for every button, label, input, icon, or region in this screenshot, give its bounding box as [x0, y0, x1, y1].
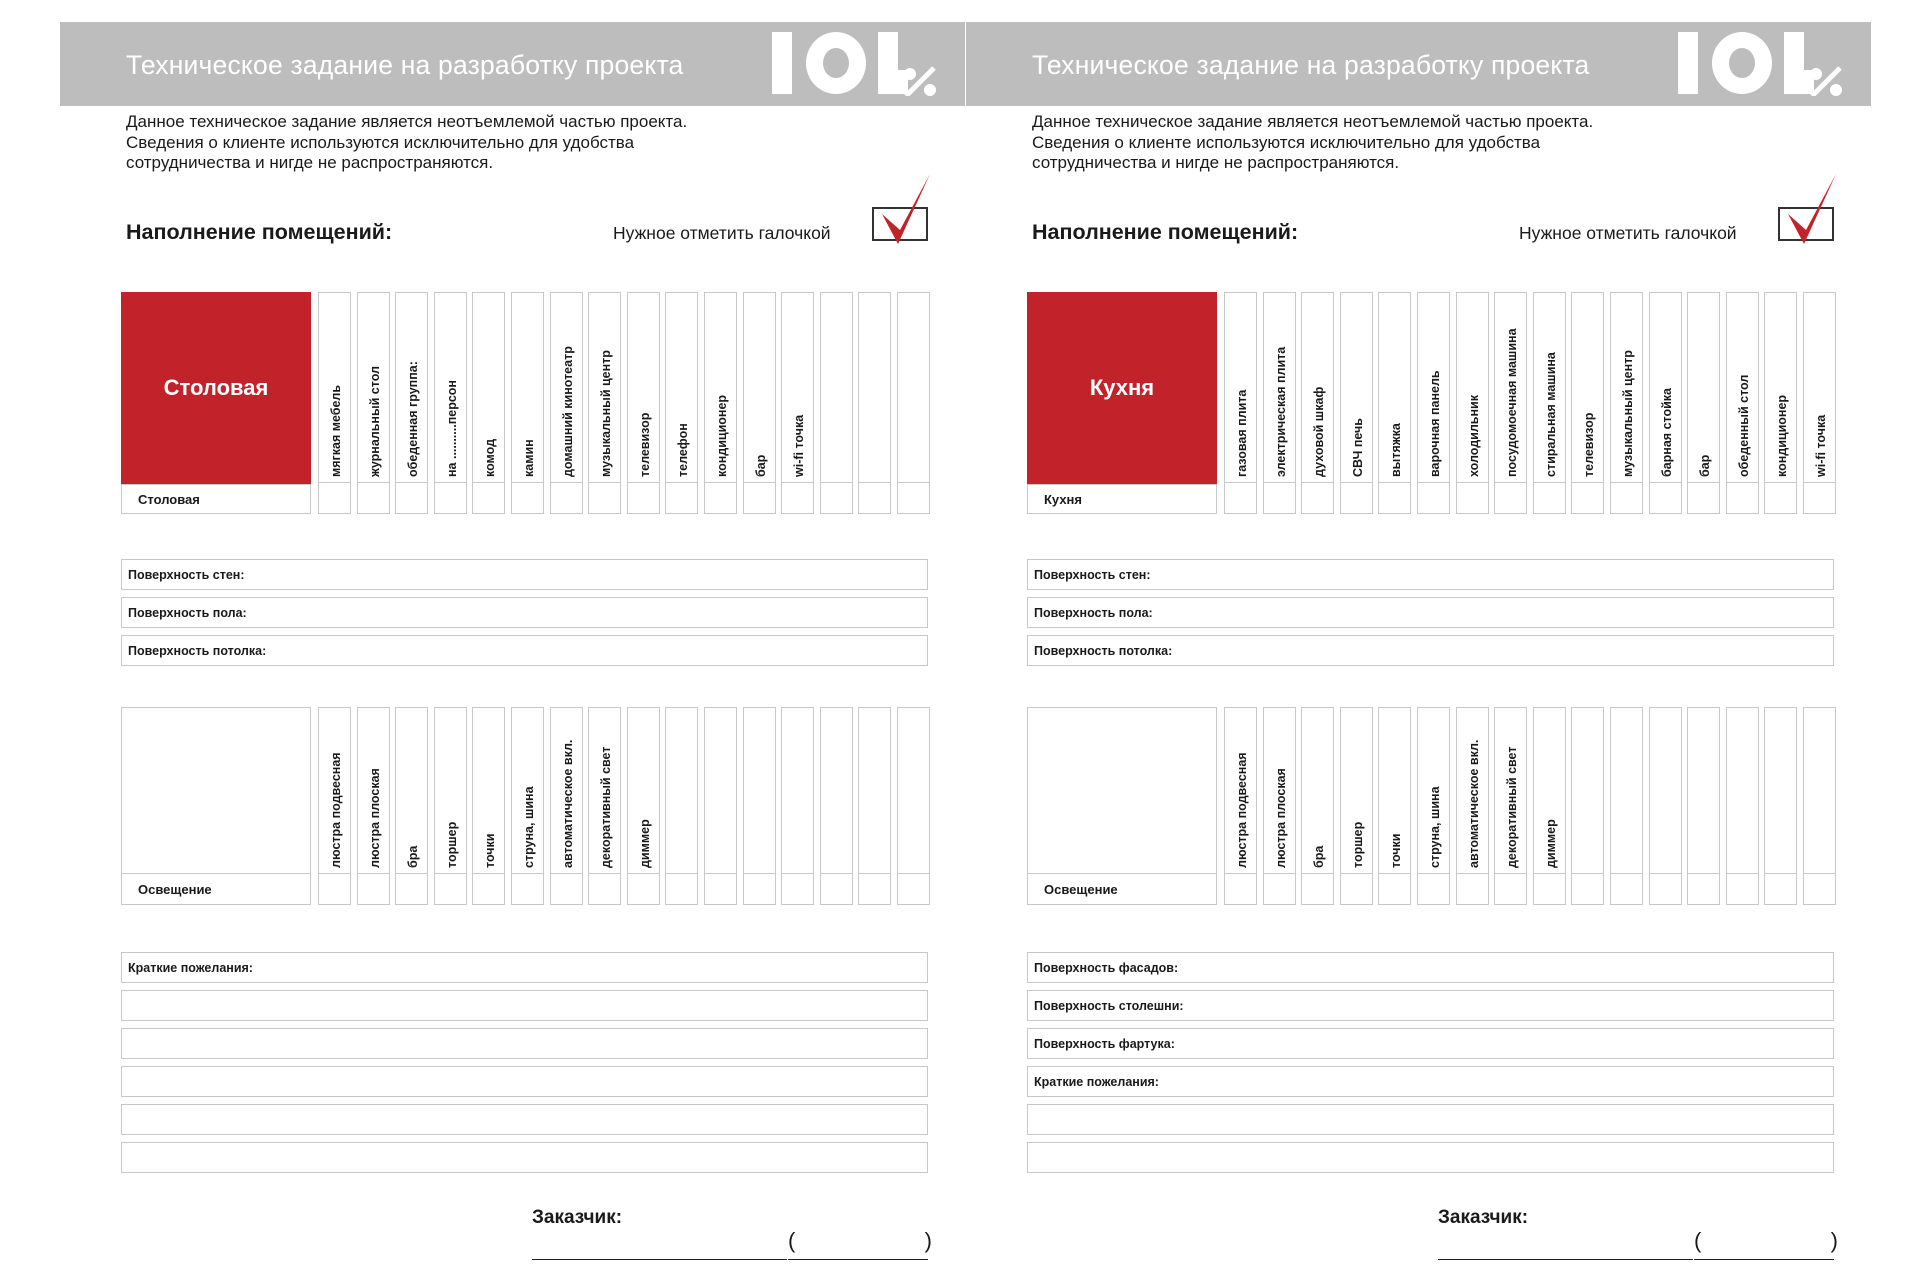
item-checkbox[interactable] [1611, 482, 1642, 513]
item-label: журнальный стол [367, 366, 382, 477]
item-checkbox[interactable] [898, 482, 929, 513]
lighting-item-label: декоративный свет [599, 746, 614, 868]
item-checkbox[interactable] [705, 482, 736, 513]
lighting-table [121, 707, 928, 905]
item-column [434, 292, 467, 514]
item-column [743, 292, 776, 514]
lighting-checkbox[interactable] [1418, 873, 1449, 904]
lighting-item-label [1769, 712, 1795, 868]
item-label: варочная панель [1428, 370, 1442, 477]
lighting-column [897, 707, 930, 905]
signature-name-field[interactable] [788, 1225, 932, 1260]
logo-101-percent [770, 30, 940, 96]
lighting-column [665, 707, 698, 905]
lighting-column [1533, 707, 1566, 905]
text-field[interactable] [121, 1104, 928, 1135]
item-column [704, 292, 737, 514]
item-label: кондиционер [715, 394, 729, 477]
intro-line: сотрудничества и нигде не распространяются. [126, 153, 494, 172]
item-label: бар [1698, 454, 1713, 477]
intro-line: Данное техническое задание является неотъемлемой частью проекта. [126, 112, 688, 131]
item-column [1263, 292, 1296, 514]
lighting-item-label: торшер [1350, 821, 1365, 868]
signature-name-field[interactable] [1694, 1225, 1838, 1260]
lighting-checkbox[interactable] [821, 873, 852, 904]
surface-field-label: Поверхность стен: [1034, 568, 1151, 582]
item-column [665, 292, 698, 514]
lighting-column [434, 707, 467, 905]
item-label: музыкальный центр [1621, 350, 1635, 477]
lighting-label: Освещение [138, 882, 212, 897]
lighting-column [1378, 707, 1411, 905]
item-column [1687, 292, 1720, 514]
item-label [902, 297, 928, 477]
lighting-column [1456, 707, 1489, 905]
text-field[interactable] [1027, 1104, 1834, 1135]
lighting-column [820, 707, 853, 905]
item-column [627, 292, 660, 514]
item-column [1301, 292, 1334, 514]
lighting-checkbox[interactable] [1302, 873, 1333, 904]
lighting-column [1301, 707, 1334, 905]
lighting-checkbox[interactable] [1572, 873, 1603, 904]
item-checkbox[interactable] [1572, 482, 1603, 513]
lighting-item-label [825, 712, 851, 868]
room-name: Кухня [1089, 375, 1155, 400]
lighting-column [1494, 707, 1527, 905]
item-column [1649, 292, 1682, 514]
item-label: холодильник [1466, 395, 1481, 477]
lighting-item-label: люстра плоская [367, 768, 382, 868]
text-field-label: Поверхность фасадов: [1034, 961, 1179, 975]
lighting-column [1649, 707, 1682, 905]
lighting-item-label: люстра подвесная [1235, 752, 1249, 868]
lighting-item-label: бра [406, 845, 421, 868]
lighting-table [1027, 707, 1834, 905]
item-column [858, 292, 891, 514]
item-checkbox[interactable] [1534, 482, 1565, 513]
item-column [1417, 292, 1450, 514]
text-field-label: Краткие пожелания: [1034, 1075, 1159, 1089]
lighting-item-label: люстра подвесная [329, 752, 343, 868]
lighting-checkbox[interactable] [744, 873, 775, 904]
item-checkbox[interactable] [1418, 482, 1449, 513]
lighting-checkbox[interactable] [666, 873, 697, 904]
lighting-checkbox[interactable] [1611, 873, 1642, 904]
lighting-column [1764, 707, 1797, 905]
lighting-checkbox[interactable] [705, 873, 736, 904]
item-column [1340, 292, 1373, 514]
item-label: стиральная машина [1543, 352, 1558, 477]
lighting-column [1263, 707, 1296, 905]
close-paren: ) [1830, 1228, 1838, 1253]
room-label: Кухня [1044, 492, 1082, 507]
lighting-item-label: струна, шина [1428, 786, 1442, 868]
lighting-item-label [902, 712, 928, 868]
lighting-item-label: диммер [1543, 819, 1558, 868]
item-label: телевизор [1582, 412, 1597, 477]
room-name: Столовая [163, 375, 269, 400]
item-label: домашний кинотеатр [560, 346, 575, 477]
header-title: Техническое задание на разработку проекта [1032, 50, 1590, 80]
room-label-cell [1027, 484, 1217, 514]
surface-field[interactable] [1027, 635, 1834, 666]
text-field[interactable] [1027, 952, 1834, 983]
item-column [357, 292, 390, 514]
lighting-checkbox[interactable] [473, 873, 504, 904]
lighting-column [1803, 707, 1836, 905]
item-checkbox[interactable] [1302, 482, 1333, 513]
text-field[interactable] [121, 1028, 928, 1059]
item-label: посудомоечная машина [1505, 328, 1520, 477]
item-checkbox[interactable] [396, 482, 427, 513]
lighting-column [704, 707, 737, 905]
open-paren: ( [1694, 1228, 1702, 1253]
lighting-column [743, 707, 776, 905]
item-checkbox[interactable] [1495, 482, 1526, 513]
lighting-column [395, 707, 428, 905]
lighting-checkbox[interactable] [1688, 873, 1719, 904]
item-label: СВЧ печь [1350, 418, 1365, 477]
intro-line: Сведения о клиенте используются исключительно для удобства [126, 132, 635, 152]
form-page-dining [60, 22, 965, 1272]
lighting-checkbox[interactable] [1534, 873, 1565, 904]
lighting-checkbox[interactable] [1804, 873, 1835, 904]
room-label: Столовая [138, 492, 200, 507]
lighting-item-label [1692, 712, 1718, 868]
open-paren: ( [788, 1228, 796, 1253]
item-label: обеденная группа: [406, 361, 421, 477]
item-column [1533, 292, 1566, 514]
item-column [1378, 292, 1411, 514]
lighting-checkbox[interactable] [319, 873, 350, 904]
lighting-column [1687, 707, 1720, 905]
item-checkbox[interactable] [1225, 482, 1256, 513]
item-label: wi-fi точка [1814, 414, 1828, 477]
lighting-label-cell [121, 707, 311, 905]
item-checkbox[interactable] [744, 482, 775, 513]
lighting-item-label [1576, 712, 1602, 868]
surface-field-label: Поверхность пола: [1034, 606, 1153, 620]
text-field[interactable] [1027, 990, 1834, 1021]
lighting-column [858, 707, 891, 905]
page-header [60, 22, 965, 106]
item-label [825, 297, 851, 477]
lighting-checkbox[interactable] [898, 873, 929, 904]
lighting-checkbox[interactable] [782, 873, 813, 904]
lighting-item-label [1808, 712, 1834, 868]
lighting-item-label: точки [483, 833, 498, 868]
lighting-checkbox[interactable] [1727, 873, 1758, 904]
item-checkbox[interactable] [859, 482, 890, 513]
lighting-item-label [1731, 712, 1757, 868]
item-label: камин [522, 439, 536, 477]
text-field[interactable] [121, 1066, 928, 1097]
item-checkbox[interactable] [1341, 482, 1372, 513]
close-paren: ) [924, 1228, 932, 1253]
lighting-checkbox[interactable] [551, 873, 582, 904]
item-label: мягкая мебель [329, 384, 343, 477]
item-label: комод [483, 438, 498, 477]
lighting-checkbox[interactable] [1264, 873, 1295, 904]
item-column [1571, 292, 1604, 514]
item-checkbox[interactable] [1727, 482, 1758, 513]
item-checkbox[interactable] [782, 482, 813, 513]
item-column [781, 292, 814, 514]
item-column [1456, 292, 1489, 514]
item-label: на ..........персон [444, 380, 459, 477]
room-label-cell [121, 484, 311, 514]
surface-field[interactable] [121, 635, 928, 666]
item-checkbox[interactable] [1379, 482, 1410, 513]
item-column [588, 292, 621, 514]
lighting-column [318, 707, 351, 905]
item-label: электрическая плита [1273, 346, 1288, 477]
lighting-column [627, 707, 660, 905]
lighting-column [1610, 707, 1643, 905]
surface-field-label: Поверхность пола: [128, 606, 247, 620]
lighting-column [781, 707, 814, 905]
lighting-item-label [786, 712, 812, 868]
header-title: Техническое задание на разработку проекта [126, 50, 684, 80]
item-column [472, 292, 505, 514]
lighting-checkbox[interactable] [628, 873, 659, 904]
lighting-checkbox[interactable] [1457, 873, 1488, 904]
lighting-label-row [1028, 873, 1216, 904]
item-label [863, 297, 889, 477]
surface-field-label: Поверхность потолка: [1034, 644, 1173, 658]
item-label: бар [753, 454, 768, 477]
item-label: wi-fi точка [792, 414, 807, 477]
item-checkbox[interactable] [551, 482, 582, 513]
item-checkbox[interactable] [628, 482, 659, 513]
surface-field[interactable] [121, 597, 928, 628]
text-field[interactable] [1027, 1066, 1834, 1097]
lighting-item-label: диммер [637, 819, 652, 868]
lighting-column [588, 707, 621, 905]
red-checkmark-icon [1782, 172, 1838, 252]
surface-field[interactable] [1027, 597, 1834, 628]
item-checkbox[interactable] [1765, 482, 1796, 513]
lighting-item-label [709, 712, 735, 868]
lighting-column [357, 707, 390, 905]
tick-note: Нужное отметить галочкой [613, 223, 831, 243]
lighting-column [550, 707, 583, 905]
intro-line: сотрудничества и нигде не распространяются. [1032, 153, 1400, 172]
signature-line[interactable] [1438, 1237, 1693, 1260]
lighting-item-label: люстра плоская [1273, 768, 1288, 868]
item-checkbox[interactable] [821, 482, 852, 513]
surface-field-label: Поверхность стен: [128, 568, 245, 582]
item-checkbox[interactable] [512, 482, 543, 513]
room-furnishing-table [1027, 292, 1834, 514]
lighting-item-label [863, 712, 889, 868]
item-checkbox[interactable] [666, 482, 697, 513]
lighting-checkbox[interactable] [1225, 873, 1256, 904]
item-checkbox[interactable] [1804, 482, 1835, 513]
lighting-item-label [1615, 712, 1641, 868]
lighting-checkbox[interactable] [1379, 873, 1410, 904]
room-furnishing-table [121, 292, 928, 514]
item-label: кондиционер [1775, 394, 1790, 477]
lighting-label-cell [1027, 707, 1217, 905]
lighting-checkbox[interactable] [1765, 873, 1796, 904]
lighting-checkbox[interactable] [859, 873, 890, 904]
lighting-column [1571, 707, 1604, 905]
item-column [1726, 292, 1759, 514]
lighting-checkbox[interactable] [1341, 873, 1372, 904]
lighting-item-label [1654, 712, 1680, 868]
item-checkbox[interactable] [1264, 482, 1295, 513]
lighting-checkbox[interactable] [589, 873, 620, 904]
lighting-checkbox[interactable] [1495, 873, 1526, 904]
section-title: Наполнение помещений: [1032, 220, 1299, 244]
item-column [318, 292, 351, 514]
item-checkbox[interactable] [1457, 482, 1488, 513]
lighting-column [1340, 707, 1373, 905]
item-checkbox[interactable] [358, 482, 389, 513]
lighting-item-label: бра [1312, 845, 1327, 868]
surface-field[interactable] [1027, 559, 1834, 590]
logo-101-percent [1676, 30, 1846, 96]
lighting-checkbox[interactable] [435, 873, 466, 904]
form-page-kitchen [966, 22, 1871, 1272]
item-checkbox[interactable] [473, 482, 504, 513]
surface-field[interactable] [121, 559, 928, 590]
item-checkbox[interactable] [319, 482, 350, 513]
intro-line: Сведения о клиенте используются исключительно для удобства [1032, 132, 1541, 152]
text-field[interactable] [1027, 1028, 1834, 1059]
item-checkbox[interactable] [1650, 482, 1681, 513]
lighting-column [511, 707, 544, 905]
lighting-checkbox[interactable] [358, 873, 389, 904]
lighting-checkbox[interactable] [396, 873, 427, 904]
lighting-item-label [748, 712, 774, 868]
lighting-item-label: торшер [444, 821, 459, 868]
lighting-item-label [670, 712, 696, 868]
item-label: телевизор [637, 412, 652, 477]
item-column [550, 292, 583, 514]
intro-text [126, 112, 687, 174]
item-column [1224, 292, 1257, 514]
lighting-column [1417, 707, 1450, 905]
section-title: Наполнение помещений: [126, 220, 393, 244]
signature-line[interactable] [532, 1237, 787, 1260]
text-field[interactable] [121, 1142, 928, 1173]
customer-label: Заказчик: [1438, 1207, 1529, 1228]
text-field-label: Поверхность фартука: [1034, 1037, 1175, 1051]
item-label: обеденный стол [1736, 374, 1751, 477]
tick-note: Нужное отметить галочкой [1519, 223, 1737, 243]
customer-label: Заказчик: [532, 1207, 623, 1228]
item-label: вытяжка [1389, 423, 1404, 477]
lighting-item-label: струна, шина [522, 786, 536, 868]
intro-line: Данное техническое задание является неотъемлемой частью проекта. [1032, 112, 1594, 131]
item-column [511, 292, 544, 514]
lighting-item-label: автоматическое вкл. [1466, 739, 1481, 868]
item-column [820, 292, 853, 514]
surface-field-label: Поверхность потолка: [128, 644, 267, 658]
item-column [1494, 292, 1527, 514]
item-column [897, 292, 930, 514]
item-label: барная стойка [1659, 387, 1674, 477]
lighting-column [1726, 707, 1759, 905]
lighting-item-label: точки [1389, 833, 1404, 868]
item-label: телефон [676, 423, 691, 477]
item-label: духовой шкаф [1312, 386, 1327, 477]
lighting-checkbox[interactable] [1650, 873, 1681, 904]
item-column [1803, 292, 1836, 514]
item-label: газовая плита [1235, 389, 1249, 477]
item-column [1764, 292, 1797, 514]
item-checkbox[interactable] [435, 482, 466, 513]
lighting-item-label: декоративный свет [1505, 746, 1520, 868]
red-checkmark-icon [876, 172, 932, 252]
item-column [395, 292, 428, 514]
text-field-label: Поверхность столешни: [1034, 999, 1184, 1013]
text-field-label: Краткие пожелания: [128, 961, 253, 975]
lighting-column [472, 707, 505, 905]
item-checkbox[interactable] [1688, 482, 1719, 513]
lighting-item-label: автоматическое вкл. [560, 739, 575, 868]
lighting-column [1224, 707, 1257, 905]
lighting-checkbox[interactable] [512, 873, 543, 904]
text-field[interactable] [1027, 1142, 1834, 1173]
lighting-label-row [122, 873, 310, 904]
lighting-label: Освещение [1044, 882, 1118, 897]
text-field[interactable] [121, 990, 928, 1021]
page-header [966, 22, 1871, 106]
text-field[interactable] [121, 952, 928, 983]
intro-text [1032, 112, 1593, 174]
item-checkbox[interactable] [589, 482, 620, 513]
item-label: музыкальный центр [599, 350, 614, 477]
item-column [1610, 292, 1643, 514]
